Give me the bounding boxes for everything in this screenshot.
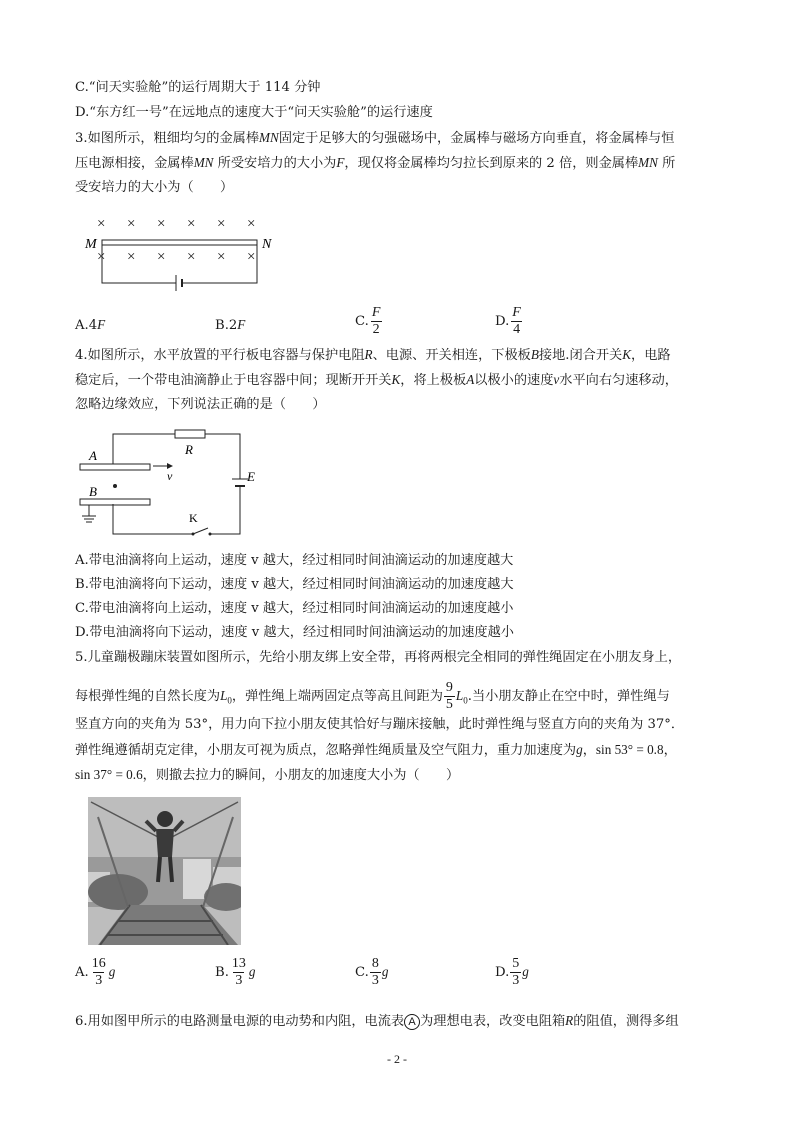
- lower-plate-b: [80, 499, 150, 505]
- metal-rod-mn: [102, 240, 257, 245]
- q5-option-d: D. $\frac{5}{3}$ g: [495, 956, 529, 988]
- q5-trampoline-photo: [88, 797, 241, 945]
- q4-capacitor-circuit: [75, 424, 275, 544]
- q5-option-b: B. $\frac{13}{3}$ g: [215, 956, 256, 988]
- upper-plate-a: [80, 464, 150, 470]
- q3-stem-line2: 压电源相接，金属棒MN 所受安培力的大小为F，现仅将金属棒均匀拉长到原来的 2 倍，则金属棒MN 所: [75, 155, 676, 171]
- field-cross: ×: [217, 249, 226, 265]
- field-cross: ×: [247, 216, 256, 232]
- fraction: $\frac{16}{3}$: [91, 956, 106, 988]
- wires: [102, 245, 257, 283]
- field-cross: ×: [127, 216, 136, 232]
- field-cross: ×: [187, 216, 196, 232]
- switch-arm: [193, 528, 208, 534]
- q4-option-a: A.带电油滴将向上运动，速度 v 越大，经过相同时间油滴运动的加速度越大: [75, 553, 514, 568]
- q5-stem-line5: sin 37° = 0.6，则撤去拉力的瞬间，小朋友的加速度大小为（ ）: [75, 767, 460, 783]
- q3-stem-line1: 3.如图所示，粗细均匀的金属棒MN固定于足够大的匀强磁场中，金属棒与磁场方向垂直，将金属棒与恒: [75, 130, 675, 146]
- q3-option-c: C. $\frac{F}{2}$: [355, 305, 381, 337]
- q3-stem-line3: 受安培力的大小为（ ）: [75, 180, 234, 195]
- photo-child-body: [156, 829, 174, 857]
- fraction: $\frac{8}{3}$: [371, 956, 379, 988]
- q5-stem-line4: 弹性绳遵循胡克定律，小朋友可视为质点，忽略弹性绳质量及空气阻力，重力加速度为g，sin 53° = 0.8，: [75, 742, 677, 758]
- q2-option-d: D.“东方红一号”在远地点的速度大于“问天实验舱”的运行速度: [75, 105, 433, 120]
- q4-option-c: C.带电油滴将向上运动，速度 v 越大，经过相同时间油滴运动的加速度越小: [75, 601, 514, 616]
- photo-child-head: [157, 811, 173, 827]
- q3-option-a: A.4F: [75, 317, 106, 333]
- resistor-r: [175, 430, 205, 438]
- field-cross: ×: [97, 249, 106, 265]
- q3-option-b: B.2F: [215, 317, 246, 333]
- oil-drop: [113, 484, 117, 488]
- label-b: B: [89, 484, 97, 499]
- label-m: M: [85, 237, 97, 252]
- q4-option-b: B.带电油滴将向下运动，速度 v 越大，经过相同时间油滴运动的加速度越大: [75, 577, 514, 592]
- q4-stem-line1: 4.如图所示，水平放置的平行板电容器与保护电阻R、电源、开关相连，下极板B接地.闭合开关K，电路: [75, 347, 671, 363]
- field-cross: ×: [157, 249, 166, 265]
- label-n: N: [262, 237, 272, 252]
- field-cross: ×: [127, 249, 136, 265]
- fraction: $\frac{13}{3}$: [231, 956, 246, 988]
- q4-stem-line2: 稳定后，一个带电油滴静止于电容器中间；现断开开关K，将上极板A以极小的速度v水平向右匀速移动，: [75, 372, 678, 388]
- field-cross: ×: [217, 216, 226, 232]
- label-a: A: [89, 448, 97, 463]
- label-k: K: [189, 511, 198, 525]
- q5-stem-line2: 每根弹性绳的自然长度为$L_0$，弹性绳上端两固定点等高且间距为 $\frac{9}{5}$ $L_0$.当小朋友静止在空中时，弹性绳与: [75, 680, 670, 712]
- fraction: $\frac{5}{3}$: [512, 956, 520, 988]
- fraction: $\frac{F}{2}$: [371, 305, 381, 337]
- label-e: E: [247, 469, 255, 484]
- q5-stem-line3: 竖直方向的夹角为 53°，用力向下拉小朋友使其恰好与蹦床接触，此时弹性绳与竖直方向的夹角为 37°．: [75, 717, 685, 732]
- q5-stem-line1: 5.儿童蹦极蹦床装置如图所示，先给小朋友绑上安全带，再将两根完全相同的弹性绳固定在小朋友身上，: [75, 650, 682, 665]
- field-cross: ×: [247, 249, 256, 265]
- q3-circuit-diagram: [82, 208, 282, 298]
- q4-stem-line3: 忽略边缘效应，下列说法正确的是（ ）: [75, 397, 326, 412]
- switch-contact: [209, 533, 212, 536]
- page-number: - 2 -: [387, 1052, 407, 1066]
- q5-option-c: C. $\frac{8}{3}$ g: [355, 956, 389, 988]
- q6-stem-line1: 6.用如图甲所示的电路测量电源的电动势和内阻，电流表 A 为理想电表，改变电阻箱R的阻值，测得多组: [75, 1013, 679, 1029]
- q3-option-d: D. $\frac{F}{4}$: [495, 305, 521, 337]
- ammeter-symbol: A: [404, 1014, 420, 1030]
- field-cross: ×: [157, 216, 166, 232]
- field-cross: ×: [97, 216, 106, 232]
- q4-option-d: D.带电油滴将向下运动，速度 v 越大，经过相同时间油滴运动的加速度越小: [75, 625, 514, 640]
- field-cross: ×: [187, 249, 196, 265]
- circuit-wires: [113, 434, 240, 534]
- fraction: $\frac{9}{5}$: [445, 680, 453, 712]
- q2-option-c: C.“问天实验舱”的运行周期大于 114 分钟: [75, 80, 321, 95]
- label-r: R: [185, 442, 193, 457]
- label-v: v: [167, 469, 173, 483]
- fraction: $\frac{F}{4}$: [512, 305, 521, 337]
- q5-option-a: A. $\frac{16}{3}$ g: [75, 956, 116, 988]
- ground-symbol: [82, 505, 96, 522]
